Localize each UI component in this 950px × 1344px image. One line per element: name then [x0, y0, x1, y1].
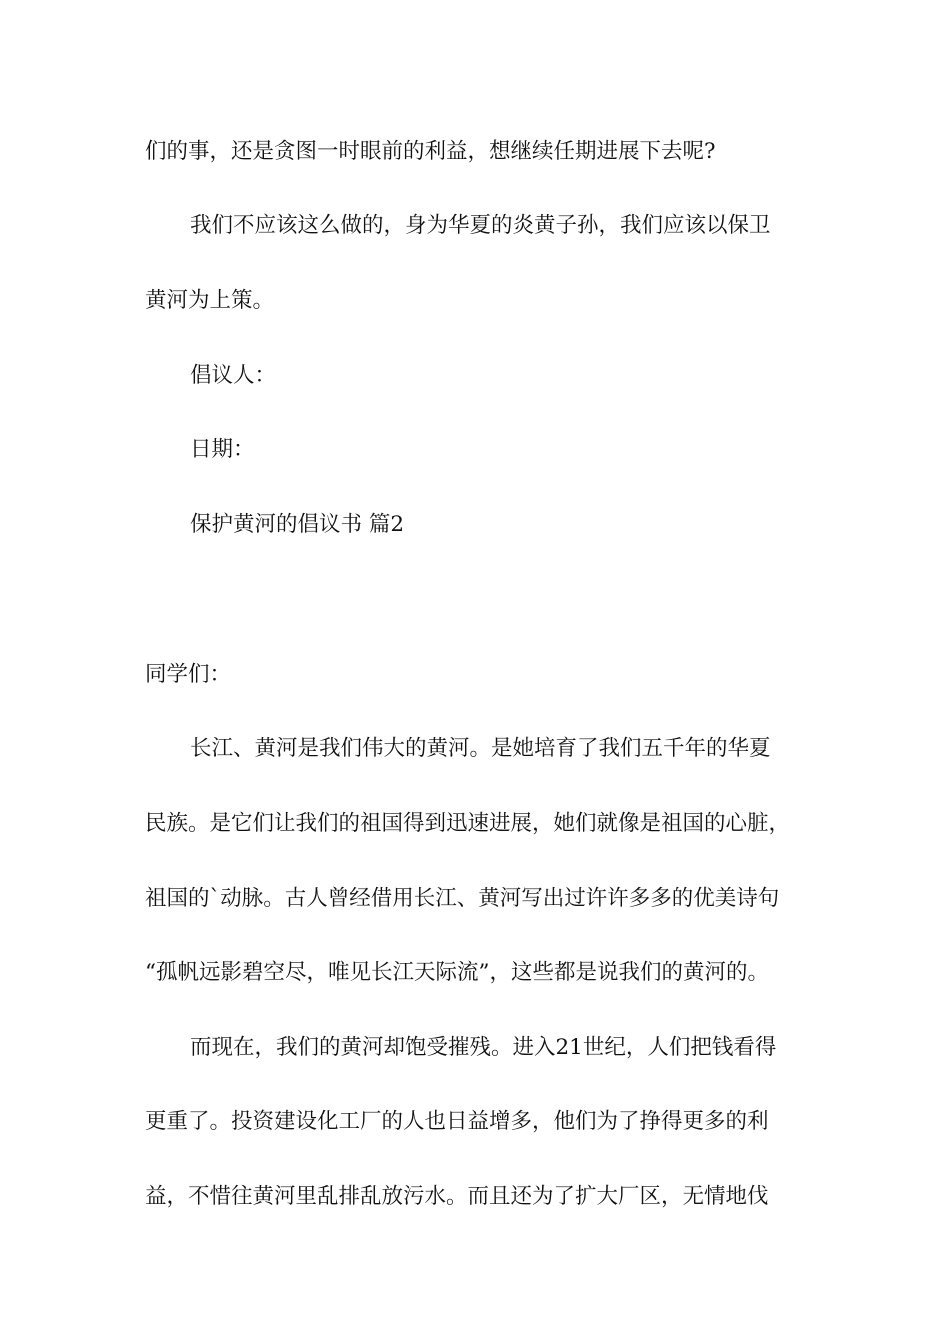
salutation: 同学们： [145, 662, 232, 687]
text-line: 我们不应该这么做的，身为华夏的炎黄子孙，我们应该以保卫 [190, 213, 771, 238]
text-line: 更重了。投资建设化工厂的人也日益增多，他们为了挣得更多的利 [145, 1109, 769, 1134]
signatory-label: 倡议人： [190, 363, 277, 388]
text-line: 黄河为上策。 [145, 288, 275, 313]
section-heading: 保护黄河的倡议书 篇2 [190, 512, 405, 537]
text-line: 祖国的`动脉。古人曾经借用长江、黄河写出过许许多多的优美诗句 [145, 886, 780, 911]
date-label: 日期： [190, 437, 255, 462]
text-line: 们的事，还是贪图一时眼前的利益，想继续任期进展下去呢? [145, 139, 716, 164]
text-line: 长江、黄河是我们伟大的黄河。是她培育了我们五千年的华夏 [190, 736, 771, 761]
text-line: 而现在，我们的黄河却饱受摧残。进入21世纪，人们把钱看得 [190, 1035, 777, 1060]
text-line: 民族。是它们让我们的祖国得到迅速进展，她们就像是祖国的心脏， [145, 811, 791, 836]
text-line: “孤帆远影碧空尽，唯见长江天际流”，这些都是说我们的黄河的。 [145, 960, 769, 985]
text-line: 益，不惜往黄河里乱排乱放污水。而且还为了扩大厂区，无情地伐 [145, 1184, 769, 1209]
